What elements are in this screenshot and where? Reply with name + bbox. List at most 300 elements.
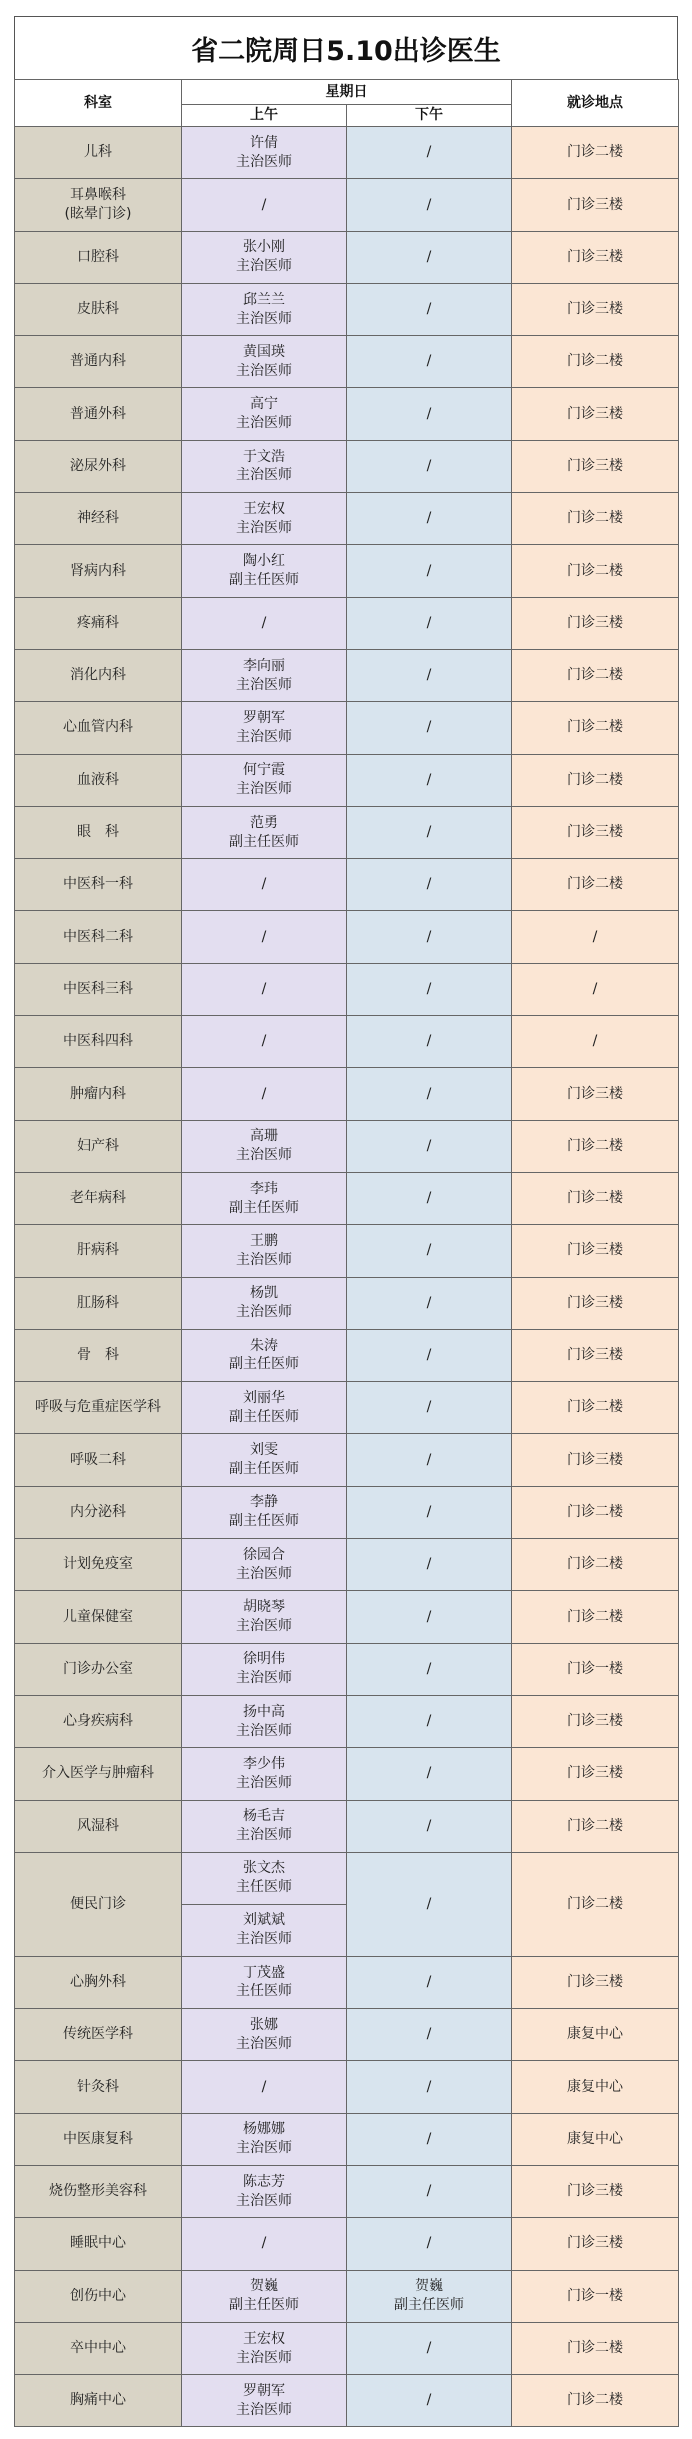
dept-cell	[15, 2375, 182, 2427]
pm-cell	[347, 702, 512, 754]
doctor-text: /	[426, 1974, 432, 1990]
table-row	[15, 179, 679, 231]
am-cell	[182, 911, 347, 963]
table-row	[15, 283, 679, 335]
am-cell	[182, 2218, 347, 2270]
location-cell: 门诊二楼	[512, 1852, 679, 1956]
dept-name: 传统医学科	[63, 2026, 133, 2043]
location-cell: 康复中心	[512, 2061, 679, 2113]
dept-name: 针灸科	[77, 2078, 119, 2095]
doctor-text: /	[426, 1347, 432, 1364]
doctor-text: 主治医师	[236, 781, 292, 798]
location-cell: 门诊二楼	[512, 1539, 679, 1591]
schedule-sheet	[14, 16, 678, 2427]
dept-name: 烧伤整形美容科	[49, 2183, 147, 2200]
doctor-text: /	[261, 980, 267, 997]
pm-cell	[347, 1748, 512, 1800]
table-row	[15, 2375, 679, 2427]
location-cell: 门诊三楼	[512, 597, 679, 649]
table-row	[15, 1695, 679, 1747]
am-cell	[182, 1956, 347, 2008]
dept-cell	[15, 336, 182, 388]
table-row	[15, 1643, 679, 1695]
doctor-text: 主治医师	[236, 1251, 292, 1268]
dept-name: 心身疾病科	[63, 1713, 133, 1730]
pm-cell	[347, 1434, 512, 1486]
location-cell: 门诊三楼	[512, 1277, 679, 1329]
table-row	[15, 440, 679, 492]
table-row	[15, 1434, 679, 1486]
doctor-text: /	[426, 614, 432, 631]
table-row	[15, 545, 679, 597]
doctor-text: 副主任医师	[229, 833, 299, 850]
table-row	[15, 2165, 679, 2217]
doctor-text: 陈志芳	[243, 2173, 285, 2190]
doctor-text: 扬中高	[243, 1703, 285, 1720]
dept-name: 皮肤科	[77, 301, 119, 318]
dept-cell	[15, 1329, 182, 1381]
doctor-text: 主治医师	[236, 467, 292, 484]
am-cell	[182, 2165, 347, 2217]
doctor-text: /	[426, 1399, 432, 1416]
dept-cell	[15, 388, 182, 440]
doctor-text: /	[426, 248, 432, 265]
pm-cell	[347, 1643, 512, 1695]
dept-cell	[15, 806, 182, 858]
doctor-text: 王宏权	[243, 500, 285, 517]
table-row	[15, 1016, 679, 1068]
doctor-text: /	[261, 1085, 267, 1102]
pm-cell	[347, 1172, 512, 1224]
doctor-text: 高宁	[250, 396, 278, 413]
pm-cell	[347, 231, 512, 283]
table-row	[15, 1382, 679, 1434]
pm-cell	[347, 1591, 512, 1643]
am-cell	[182, 702, 347, 754]
doctor-text: /	[261, 196, 267, 213]
doctor-text: 主治医师	[236, 728, 292, 745]
dept-cell	[15, 911, 182, 963]
pm-cell	[347, 127, 512, 179]
doctor-text: /	[426, 1503, 432, 1520]
location-cell: 康复中心	[512, 2113, 679, 2165]
location-cell: 门诊三楼	[512, 1225, 679, 1277]
doctor-text: 主治医师	[236, 362, 292, 379]
doctor-text: /	[426, 824, 432, 841]
dept-name: 肿瘤内科	[70, 1085, 126, 1102]
dept-cell	[15, 649, 182, 701]
am-cell	[182, 597, 347, 649]
doctor-text: 副主任医师	[229, 1356, 299, 1373]
table-row	[15, 231, 679, 283]
location-cell: 门诊二楼	[512, 754, 679, 806]
location-cell: 门诊二楼	[512, 2375, 679, 2427]
pm-cell	[347, 859, 512, 911]
dept-name: 神经科	[77, 510, 119, 527]
dept-cell	[15, 1852, 182, 1956]
pm-cell	[347, 493, 512, 545]
pm-cell	[347, 2113, 512, 2165]
doctor-text: /	[426, 2183, 432, 2200]
pm-cell	[347, 1016, 512, 1068]
doctor-text: 刘雯	[250, 1442, 278, 1459]
pm-cell	[347, 2270, 512, 2322]
header-location: 就诊地点	[512, 80, 679, 127]
schedule-rows	[15, 127, 679, 2427]
am-cell	[182, 1016, 347, 1068]
doctor-text: /	[261, 928, 267, 945]
table-row	[15, 1486, 679, 1538]
location-cell: 门诊二楼	[512, 1172, 679, 1224]
doctor-text: 王鹏	[250, 1232, 278, 1249]
doctor-text: /	[426, 2078, 432, 2095]
dept-cell	[15, 2165, 182, 2217]
dept-cell	[15, 2270, 182, 2322]
pm-cell	[347, 1382, 512, 1434]
doctor-text: /	[426, 1895, 432, 1912]
dept-name: 肝病科	[77, 1242, 119, 1259]
pm-cell	[347, 2375, 512, 2427]
am-cell	[182, 2375, 347, 2427]
doctor-text: 主任医师	[236, 1983, 292, 2000]
doctor-text: 张小刚	[243, 239, 285, 256]
doctor-text: 范勇	[250, 814, 278, 831]
dept-name: 睡眠中心	[70, 2235, 126, 2252]
doctor-text: 主治医师	[236, 1304, 292, 1321]
dept-cell	[15, 597, 182, 649]
am-cell	[182, 493, 347, 545]
doctor-text: /	[426, 1660, 432, 1677]
location-cell: 门诊三楼	[512, 283, 679, 335]
doctor-text: /	[261, 614, 267, 631]
doctor-text: 于文浩	[243, 448, 285, 465]
am-cell	[182, 1748, 347, 1800]
page-title: 省二院周日5.10出诊医生	[14, 16, 678, 79]
doctor-text: 主治医师	[236, 1617, 292, 1634]
location-cell: /	[512, 963, 679, 1015]
dept-cell	[15, 1748, 182, 1800]
dept-name: 儿童保健室	[63, 1608, 133, 1625]
header-pm: 下午	[347, 105, 512, 127]
table-row	[15, 702, 679, 754]
dept-cell	[15, 1539, 182, 1591]
dept-cell	[15, 493, 182, 545]
dept-name: 耳鼻喉科	[70, 187, 126, 204]
doctor-text: /	[426, 1033, 432, 1050]
doctor-text: 主治医师	[236, 310, 292, 327]
am-cell	[182, 1382, 347, 1434]
doctor-text: /	[426, 1190, 432, 1207]
doctor-text: 主治医师	[236, 1827, 292, 1844]
pm-cell	[347, 2009, 512, 2061]
am-cell	[182, 231, 347, 283]
doctor-text: 徐明伟	[243, 1651, 285, 1668]
am-cell	[182, 388, 347, 440]
dept-name: 儿科	[84, 144, 112, 161]
doctor-text: /	[426, 1765, 432, 1782]
dept-name: 骨 科	[77, 1347, 119, 1364]
am-cell	[182, 1277, 347, 1329]
pm-cell	[347, 2218, 512, 2270]
table-row	[15, 2322, 679, 2374]
table-row	[15, 1068, 679, 1120]
doctor-text: /	[426, 2392, 432, 2409]
dept-cell	[15, 1277, 182, 1329]
pm-cell	[347, 1120, 512, 1172]
table-row	[15, 2061, 679, 2113]
doctor-text: 主治医师	[236, 2035, 292, 2052]
doctor-text: 副主任医师	[229, 1408, 299, 1425]
location-cell: 门诊三楼	[512, 2218, 679, 2270]
doctor-entry	[182, 1853, 346, 1904]
pm-cell	[347, 1852, 512, 1956]
doctor-text: 张娜	[250, 2016, 278, 2033]
pm-cell	[347, 1800, 512, 1852]
pm-cell	[347, 388, 512, 440]
dept-name: 便民门诊	[70, 1895, 126, 1912]
doctor-text: 丁茂盛	[243, 1964, 285, 1981]
dept-name: 心血管内科	[63, 719, 133, 736]
doctor-entry	[182, 1904, 346, 1956]
doctor-text: /	[426, 719, 432, 736]
dept-name: 中医科三科	[63, 980, 133, 997]
dept-cell	[15, 1800, 182, 1852]
pm-cell	[347, 1068, 512, 1120]
doctor-text: 主任医师	[236, 1879, 292, 1896]
doctor-text: 李少伟	[243, 1755, 285, 1772]
table-row	[15, 1748, 679, 1800]
doctor-text: /	[426, 1556, 432, 1573]
table-row	[15, 1172, 679, 1224]
pm-cell	[347, 806, 512, 858]
location-cell: 门诊二楼	[512, 859, 679, 911]
dept-cell	[15, 1225, 182, 1277]
dept-name: 肛肠科	[77, 1294, 119, 1311]
dept-name: 疼痛科	[77, 614, 119, 631]
am-cell	[182, 1591, 347, 1643]
doctor-text: 主治医师	[236, 258, 292, 275]
am-cell	[182, 1172, 347, 1224]
table-row	[15, 1120, 679, 1172]
dept-name: 泌尿外科	[70, 457, 126, 474]
table-row	[15, 1956, 679, 2008]
dept-cell	[15, 859, 182, 911]
dept-name: 口腔科	[77, 248, 119, 265]
doctor-text: /	[426, 457, 432, 474]
doctor-text: 罗朝军	[243, 2382, 285, 2399]
doctor-text: 胡晓琴	[243, 1599, 285, 1616]
doctor-text: 杨凯	[250, 1285, 278, 1302]
doctor-text: 主治医师	[236, 1147, 292, 1164]
pm-cell	[347, 336, 512, 388]
location-cell: 门诊三楼	[512, 2165, 679, 2217]
dept-name: 创伤中心	[70, 2287, 126, 2304]
am-cell	[182, 1643, 347, 1695]
doctor-text: /	[426, 1713, 432, 1730]
doctor-text: 主治医师	[236, 2192, 292, 2209]
pm-cell	[347, 1956, 512, 2008]
schedule-table	[14, 79, 679, 2427]
doctor-text: 刘斌斌	[243, 1912, 285, 1929]
pm-cell	[347, 545, 512, 597]
dept-name: 肾病内科	[70, 562, 126, 579]
dept-cell	[15, 1591, 182, 1643]
doctor-text: /	[426, 1817, 432, 1834]
location-cell: 门诊二楼	[512, 545, 679, 597]
doctor-text: /	[426, 928, 432, 945]
location-cell: 门诊三楼	[512, 388, 679, 440]
table-row	[15, 754, 679, 806]
dept-name: 眼 科	[77, 824, 119, 841]
doctor-text: 主治医师	[236, 1670, 292, 1687]
dept-cell	[15, 1016, 182, 1068]
location-cell: 门诊二楼	[512, 1120, 679, 1172]
header-dept: 科室	[15, 80, 182, 127]
dept-name: 呼吸二科	[70, 1451, 126, 1468]
doctor-text: 黄国瑛	[243, 343, 285, 360]
pm-cell	[347, 911, 512, 963]
doctor-text: /	[426, 196, 432, 213]
doctor-text: /	[426, 510, 432, 527]
table-row	[15, 1225, 679, 1277]
table-row	[15, 1591, 679, 1643]
am-cell	[182, 1068, 347, 1120]
dept-name: 妇产科	[77, 1137, 119, 1154]
dept-name: 普通内科	[70, 353, 126, 370]
dept-name: 介入医学与肿瘤科	[42, 1765, 154, 1782]
am-cell	[182, 1539, 347, 1591]
am-cell	[182, 440, 347, 492]
location-cell: 康复中心	[512, 2009, 679, 2061]
am-cell	[182, 1329, 347, 1381]
table-row	[15, 2009, 679, 2061]
pm-cell	[347, 440, 512, 492]
am-cell	[182, 859, 347, 911]
doctor-text: /	[261, 2235, 267, 2252]
doctor-text: 刘丽华	[243, 1389, 285, 1406]
location-cell: 门诊二楼	[512, 649, 679, 701]
dept-cell	[15, 545, 182, 597]
dept-name: 中医科四科	[63, 1033, 133, 1050]
dept-name: (眩晕门诊)	[64, 205, 132, 222]
doctor-text: 主治医师	[236, 153, 292, 170]
am-cell	[182, 2113, 347, 2165]
dept-name: 中医康复科	[63, 2130, 133, 2147]
pm-cell	[347, 597, 512, 649]
dept-name: 胸痛中心	[70, 2392, 126, 2409]
am-cell	[182, 2322, 347, 2374]
am-cell	[182, 1434, 347, 1486]
doctor-text: 副主任医师	[229, 1199, 299, 1216]
dept-name: 计划免疫室	[63, 1556, 133, 1573]
dept-cell	[15, 2061, 182, 2113]
doctor-text: 邱兰兰	[243, 291, 285, 308]
am-cell	[182, 1800, 347, 1852]
doctor-text: /	[426, 1294, 432, 1311]
dept-name: 风湿科	[77, 1817, 119, 1834]
pm-cell	[347, 1695, 512, 1747]
table-row	[15, 2270, 679, 2322]
doctor-text: 高珊	[250, 1128, 278, 1145]
location-cell: 门诊二楼	[512, 1486, 679, 1538]
table-row	[15, 1329, 679, 1381]
location-cell: 门诊二楼	[512, 702, 679, 754]
location-cell: 门诊一楼	[512, 1643, 679, 1695]
dept-cell	[15, 1434, 182, 1486]
dept-name: 心胸外科	[70, 1974, 126, 1990]
doctor-text: /	[426, 667, 432, 684]
doctor-text: /	[426, 771, 432, 788]
dept-cell	[15, 179, 182, 231]
location-cell: 门诊三楼	[512, 1329, 679, 1381]
am-cell	[182, 806, 347, 858]
am-cell	[182, 1695, 347, 1747]
doctor-text: 主治医师	[236, 2349, 292, 2366]
location-cell: 门诊三楼	[512, 1068, 679, 1120]
header-day: 星期日	[182, 80, 512, 105]
doctor-text: /	[426, 980, 432, 997]
table-row	[15, 1852, 679, 1956]
dept-cell	[15, 1486, 182, 1538]
location-cell: 门诊三楼	[512, 440, 679, 492]
dept-cell	[15, 1695, 182, 1747]
dept-cell	[15, 2322, 182, 2374]
location-cell: 门诊三楼	[512, 1748, 679, 1800]
doctor-text: /	[426, 1137, 432, 1154]
table-row	[15, 911, 679, 963]
doctor-text: /	[426, 1085, 432, 1102]
location-cell: 门诊三楼	[512, 1695, 679, 1747]
am-cell	[182, 754, 347, 806]
location-cell: 门诊三楼	[512, 179, 679, 231]
dept-cell	[15, 231, 182, 283]
pm-cell	[347, 1486, 512, 1538]
dept-name: 卒中中心	[70, 2340, 126, 2357]
table-row	[15, 859, 679, 911]
table-row	[15, 127, 679, 179]
dept-name: 门诊办公室	[63, 1660, 133, 1677]
table-row	[15, 493, 679, 545]
pm-cell	[347, 754, 512, 806]
doctor-text: 杨娜娜	[243, 2121, 285, 2138]
dept-cell	[15, 702, 182, 754]
doctor-text: 王宏权	[243, 2330, 285, 2347]
dept-name: 消化内科	[70, 667, 126, 684]
doctor-text: 李静	[250, 1494, 278, 1511]
doctor-text: /	[426, 1608, 432, 1625]
doctor-text: 贺巍	[250, 2278, 278, 2295]
table-row	[15, 1277, 679, 1329]
am-cell	[182, 336, 347, 388]
doctor-text: 许倩	[250, 134, 278, 151]
am-cell	[182, 2009, 347, 2061]
location-cell: 门诊三楼	[512, 1434, 679, 1486]
header-am: 上午	[182, 105, 347, 127]
doctor-text: 主治医师	[236, 2140, 292, 2157]
dept-cell	[15, 1382, 182, 1434]
doctor-text: 何宁霞	[243, 762, 285, 779]
dept-cell	[15, 2009, 182, 2061]
doctor-text: /	[426, 2235, 432, 2252]
table-row	[15, 1800, 679, 1852]
table-row	[15, 336, 679, 388]
am-cell	[182, 1120, 347, 1172]
dept-cell	[15, 754, 182, 806]
doctor-text: /	[426, 562, 432, 579]
doctor-text: /	[426, 2130, 432, 2147]
location-cell: 门诊三楼	[512, 1956, 679, 2008]
doctor-text: 陶小红	[243, 553, 285, 570]
